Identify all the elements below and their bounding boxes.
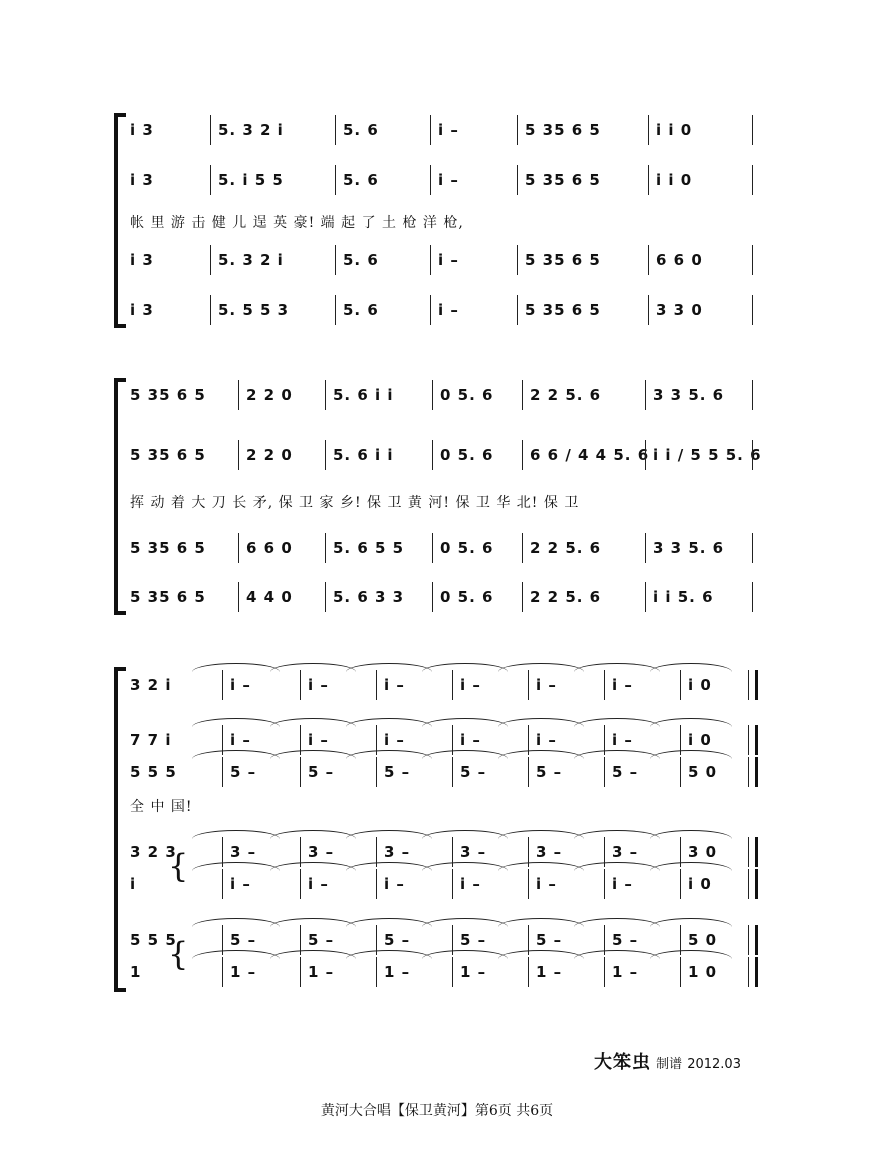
tie-slur bbox=[270, 718, 356, 727]
measure-notes: 5 – bbox=[230, 931, 257, 949]
tie-slur bbox=[574, 918, 660, 927]
measure-notes: 5 5 5 bbox=[130, 763, 177, 781]
measure-notes: i – bbox=[308, 676, 329, 694]
barline bbox=[752, 440, 753, 470]
measure-notes: 0 5. 6 bbox=[440, 588, 494, 606]
measure-notes: i – bbox=[536, 875, 557, 893]
barline bbox=[300, 957, 301, 987]
measure-notes: 7 7 i bbox=[130, 731, 172, 749]
measure-notes: 3 – bbox=[536, 843, 563, 861]
tie-slur bbox=[650, 663, 732, 672]
barline bbox=[238, 533, 239, 563]
tie-slur bbox=[270, 862, 356, 871]
barline bbox=[300, 869, 301, 899]
final-barline bbox=[748, 837, 758, 867]
measure-notes: 3 3 0 bbox=[656, 301, 703, 319]
measure-notes: i – bbox=[438, 171, 459, 189]
measure-notes: 3 0 bbox=[688, 843, 718, 861]
measure-notes: i – bbox=[612, 676, 633, 694]
tie-slur bbox=[574, 830, 660, 839]
measure-notes: 5 – bbox=[612, 931, 639, 949]
tie-slur bbox=[192, 663, 280, 672]
measure-notes: 5. 6 3 3 bbox=[333, 588, 405, 606]
measure-notes: 5. 6 5 5 bbox=[333, 539, 405, 557]
barline bbox=[528, 757, 529, 787]
tie-slur bbox=[346, 663, 432, 672]
chord-brace: { bbox=[168, 847, 189, 885]
measure-notes: i – bbox=[612, 731, 633, 749]
tie-slur bbox=[346, 718, 432, 727]
barline bbox=[432, 440, 433, 470]
tie-slur bbox=[422, 862, 508, 871]
measure-notes: 5 5 5 bbox=[130, 931, 177, 949]
measure-notes: i – bbox=[438, 251, 459, 269]
barline bbox=[752, 245, 753, 275]
measure-notes: 3 – bbox=[612, 843, 639, 861]
measure-notes: 5 – bbox=[308, 931, 335, 949]
measure-notes: 1 – bbox=[384, 963, 411, 981]
final-barline bbox=[748, 757, 758, 787]
measure-notes: 1 – bbox=[308, 963, 335, 981]
measure-notes: i bbox=[130, 875, 137, 893]
tie-slur bbox=[574, 950, 660, 959]
tie-slur bbox=[650, 750, 732, 759]
barline bbox=[752, 115, 753, 145]
measure-notes: 5 – bbox=[384, 931, 411, 949]
measure-notes: i i 5. 6 bbox=[653, 588, 714, 606]
measure-notes: 1 bbox=[130, 963, 142, 981]
barline bbox=[222, 757, 223, 787]
tie-slur bbox=[270, 950, 356, 959]
barline bbox=[604, 869, 605, 899]
barline bbox=[238, 440, 239, 470]
measure-notes: i – bbox=[230, 875, 251, 893]
measure-notes: 3 2 3 bbox=[130, 843, 177, 861]
tie-slur bbox=[650, 950, 732, 959]
barline bbox=[752, 582, 753, 612]
measure-notes: i – bbox=[438, 121, 459, 139]
measure-notes: 5 35 6 5 bbox=[525, 171, 601, 189]
barline bbox=[648, 115, 649, 145]
barline bbox=[430, 245, 431, 275]
barline bbox=[452, 869, 453, 899]
tie-slur bbox=[270, 830, 356, 839]
tie-slur bbox=[650, 830, 732, 839]
barline bbox=[604, 670, 605, 700]
arranger-name: 大笨虫 bbox=[594, 1052, 651, 1073]
page-footer: 黄河大合唱【保卫黄河】第6页 共6页 bbox=[320, 1103, 554, 1119]
tie-slur bbox=[422, 750, 508, 759]
measure-notes: 6 6 0 bbox=[246, 539, 293, 557]
arranger-date: 2012.03 bbox=[687, 1057, 741, 1072]
measure-notes: 3 – bbox=[384, 843, 411, 861]
measure-notes: i – bbox=[460, 731, 481, 749]
measure-notes: i – bbox=[384, 875, 405, 893]
measure-notes: i 0 bbox=[688, 875, 712, 893]
tie-slur bbox=[346, 750, 432, 759]
tie-slur bbox=[574, 718, 660, 727]
final-barline bbox=[748, 670, 758, 700]
lyric-line: 全 中 国! bbox=[130, 799, 193, 815]
measure-notes: 5 – bbox=[460, 763, 487, 781]
barline bbox=[752, 165, 753, 195]
barline bbox=[680, 757, 681, 787]
tie-slur bbox=[192, 918, 280, 927]
barline bbox=[604, 757, 605, 787]
measure-notes: 5. 6 bbox=[343, 171, 379, 189]
measure-notes: i – bbox=[308, 731, 329, 749]
barline bbox=[528, 670, 529, 700]
tie-slur bbox=[498, 718, 584, 727]
lyric-line: 帐 里 游 击 健 儿 逞 英 豪! 端 起 了 土 枪 洋 枪, bbox=[130, 215, 464, 231]
tie-slur bbox=[574, 862, 660, 871]
measure-notes: i – bbox=[384, 676, 405, 694]
measure-notes: 0 5. 6 bbox=[440, 386, 494, 404]
measure-notes: 5 35 6 5 bbox=[525, 301, 601, 319]
barline bbox=[680, 670, 681, 700]
measure-notes: 5 – bbox=[612, 763, 639, 781]
measure-notes: 1 – bbox=[612, 963, 639, 981]
barline bbox=[430, 295, 431, 325]
tie-slur bbox=[422, 830, 508, 839]
measure-notes: i – bbox=[460, 676, 481, 694]
barline bbox=[335, 165, 336, 195]
barline bbox=[376, 869, 377, 899]
tie-slur bbox=[270, 663, 356, 672]
measure-notes: 2 2 0 bbox=[246, 386, 293, 404]
tie-slur bbox=[346, 918, 432, 927]
tie-slur bbox=[192, 750, 280, 759]
tie-slur bbox=[574, 663, 660, 672]
measure-notes: 0 5. 6 bbox=[440, 446, 494, 464]
barline bbox=[376, 670, 377, 700]
measure-notes: 6 6 / 4 4 5. 6 bbox=[530, 446, 650, 464]
tie-slur bbox=[422, 950, 508, 959]
measure-notes: i – bbox=[230, 676, 251, 694]
barline bbox=[517, 165, 518, 195]
barline bbox=[376, 957, 377, 987]
measure-notes: 5 35 6 5 bbox=[130, 539, 206, 557]
tie-slur bbox=[192, 830, 280, 839]
measure-notes: 1 – bbox=[230, 963, 257, 981]
measure-notes: 5 – bbox=[536, 763, 563, 781]
barline bbox=[430, 115, 431, 145]
tie-slur bbox=[192, 862, 280, 871]
barline bbox=[648, 295, 649, 325]
barline bbox=[680, 869, 681, 899]
measure-notes: 5 35 6 5 bbox=[130, 386, 206, 404]
tie-slur bbox=[498, 950, 584, 959]
barline bbox=[645, 533, 646, 563]
measure-notes: 5 – bbox=[384, 763, 411, 781]
measure-notes: 4 4 0 bbox=[246, 588, 293, 606]
measure-notes: 5. 6 i i bbox=[333, 446, 394, 464]
barline bbox=[752, 380, 753, 410]
measure-notes: 3 – bbox=[308, 843, 335, 861]
measure-notes: 3 – bbox=[230, 843, 257, 861]
measure-notes: i – bbox=[536, 731, 557, 749]
barline bbox=[430, 165, 431, 195]
measure-notes: 3 2 i bbox=[130, 676, 172, 694]
measure-notes: 5. 3 2 i bbox=[218, 121, 284, 139]
barline bbox=[335, 115, 336, 145]
measure-notes: 5 35 6 5 bbox=[130, 588, 206, 606]
barline bbox=[300, 757, 301, 787]
final-barline bbox=[748, 925, 758, 955]
tie-slur bbox=[650, 918, 732, 927]
measure-notes: 5. 6 i i bbox=[333, 386, 394, 404]
tie-slur bbox=[498, 918, 584, 927]
barline bbox=[522, 533, 523, 563]
barline bbox=[528, 869, 529, 899]
chord-brace: { bbox=[168, 935, 189, 973]
measure-notes: i – bbox=[384, 731, 405, 749]
measure-notes: 5. 6 bbox=[343, 301, 379, 319]
measure-notes: i – bbox=[438, 301, 459, 319]
tie-slur bbox=[574, 750, 660, 759]
tie-slur bbox=[498, 862, 584, 871]
final-barline bbox=[748, 957, 758, 987]
measure-notes: 5. 6 bbox=[343, 121, 379, 139]
barline bbox=[522, 582, 523, 612]
measure-notes: 5 0 bbox=[688, 763, 718, 781]
barline bbox=[604, 957, 605, 987]
measure-notes: i – bbox=[460, 875, 481, 893]
measure-notes: 5. 6 bbox=[343, 251, 379, 269]
measure-notes: 0 5. 6 bbox=[440, 539, 494, 557]
measure-notes: i – bbox=[612, 875, 633, 893]
measure-notes: 5 – bbox=[230, 763, 257, 781]
barline bbox=[752, 533, 753, 563]
barline bbox=[645, 380, 646, 410]
tie-slur bbox=[346, 830, 432, 839]
measure-notes: 2 2 5. 6 bbox=[530, 539, 602, 557]
measure-notes: i – bbox=[308, 875, 329, 893]
tie-slur bbox=[346, 950, 432, 959]
measure-notes: 3 – bbox=[460, 843, 487, 861]
measure-notes: 5 – bbox=[460, 931, 487, 949]
barline bbox=[645, 440, 646, 470]
barline bbox=[376, 757, 377, 787]
measure-notes: i 3 bbox=[130, 171, 154, 189]
measure-notes: 2 2 0 bbox=[246, 446, 293, 464]
measure-notes: 5 35 6 5 bbox=[525, 251, 601, 269]
tie-slur bbox=[192, 718, 280, 727]
barline bbox=[648, 245, 649, 275]
barline bbox=[680, 957, 681, 987]
barline bbox=[452, 670, 453, 700]
barline bbox=[517, 245, 518, 275]
barline bbox=[432, 582, 433, 612]
measure-notes: 5 35 6 5 bbox=[525, 121, 601, 139]
barline bbox=[528, 957, 529, 987]
barline bbox=[222, 670, 223, 700]
tie-slur bbox=[498, 663, 584, 672]
measure-notes: i 3 bbox=[130, 121, 154, 139]
measure-notes: i i 0 bbox=[656, 171, 693, 189]
measure-notes: 5 35 6 5 bbox=[130, 446, 206, 464]
system-bracket bbox=[114, 113, 126, 328]
final-barline bbox=[748, 725, 758, 755]
barline bbox=[238, 380, 239, 410]
measure-notes: i i 0 bbox=[656, 121, 693, 139]
tie-slur bbox=[650, 718, 732, 727]
barline bbox=[325, 380, 326, 410]
barline bbox=[325, 533, 326, 563]
barline bbox=[210, 165, 211, 195]
barline bbox=[517, 115, 518, 145]
barline bbox=[452, 957, 453, 987]
tie-slur bbox=[422, 663, 508, 672]
barline bbox=[300, 670, 301, 700]
barline bbox=[222, 869, 223, 899]
measure-notes: i 3 bbox=[130, 301, 154, 319]
measure-notes: 6 6 0 bbox=[656, 251, 703, 269]
measure-notes: i 3 bbox=[130, 251, 154, 269]
tie-slur bbox=[270, 918, 356, 927]
measure-notes: 3 3 5. 6 bbox=[653, 386, 725, 404]
measure-notes: i – bbox=[230, 731, 251, 749]
barline bbox=[210, 115, 211, 145]
barline bbox=[648, 165, 649, 195]
measure-notes: 5 – bbox=[536, 931, 563, 949]
measure-notes: 5. 3 2 i bbox=[218, 251, 284, 269]
arranger-suffix: 制谱 bbox=[656, 1057, 683, 1072]
barline bbox=[645, 582, 646, 612]
measure-notes: 5. i 5 5 bbox=[218, 171, 284, 189]
measure-notes: 5 0 bbox=[688, 931, 718, 949]
arranger-credit bbox=[594, 1048, 741, 1074]
tie-slur bbox=[422, 718, 508, 727]
barline bbox=[210, 295, 211, 325]
tie-slur bbox=[192, 950, 280, 959]
barline bbox=[752, 295, 753, 325]
tie-slur bbox=[422, 918, 508, 927]
tie-slur bbox=[498, 750, 584, 759]
barline bbox=[432, 380, 433, 410]
barline bbox=[452, 757, 453, 787]
measure-notes: 1 – bbox=[536, 963, 563, 981]
lyric-line: 挥 动 着 大 刀 长 矛, 保 卫 家 乡! 保 卫 黄 河! 保 卫 华 北! 保 卫 bbox=[130, 495, 580, 511]
measure-notes: i i / 5 5 5. 6 bbox=[653, 446, 762, 464]
measure-notes: 2 2 5. 6 bbox=[530, 386, 602, 404]
barline bbox=[325, 440, 326, 470]
barline bbox=[522, 440, 523, 470]
tie-slur bbox=[346, 862, 432, 871]
system-bracket bbox=[114, 378, 126, 615]
measure-notes: 1 0 bbox=[688, 963, 718, 981]
barline bbox=[222, 957, 223, 987]
tie-slur bbox=[498, 830, 584, 839]
measure-notes: i 0 bbox=[688, 676, 712, 694]
measure-notes: i 0 bbox=[688, 731, 712, 749]
measure-notes: 5. 5 5 3 bbox=[218, 301, 290, 319]
measure-notes: 2 2 5. 6 bbox=[530, 588, 602, 606]
barline bbox=[335, 245, 336, 275]
final-barline bbox=[748, 869, 758, 899]
system-bracket bbox=[114, 667, 126, 992]
measure-notes: i – bbox=[536, 676, 557, 694]
measure-notes: 5 – bbox=[308, 763, 335, 781]
barline bbox=[432, 533, 433, 563]
measure-notes: 3 3 5. 6 bbox=[653, 539, 725, 557]
tie-slur bbox=[650, 862, 732, 871]
measure-notes: 1 – bbox=[460, 963, 487, 981]
barline bbox=[335, 295, 336, 325]
barline bbox=[210, 245, 211, 275]
barline bbox=[238, 582, 239, 612]
barline bbox=[325, 582, 326, 612]
barline bbox=[517, 295, 518, 325]
barline bbox=[522, 380, 523, 410]
tie-slur bbox=[270, 750, 356, 759]
